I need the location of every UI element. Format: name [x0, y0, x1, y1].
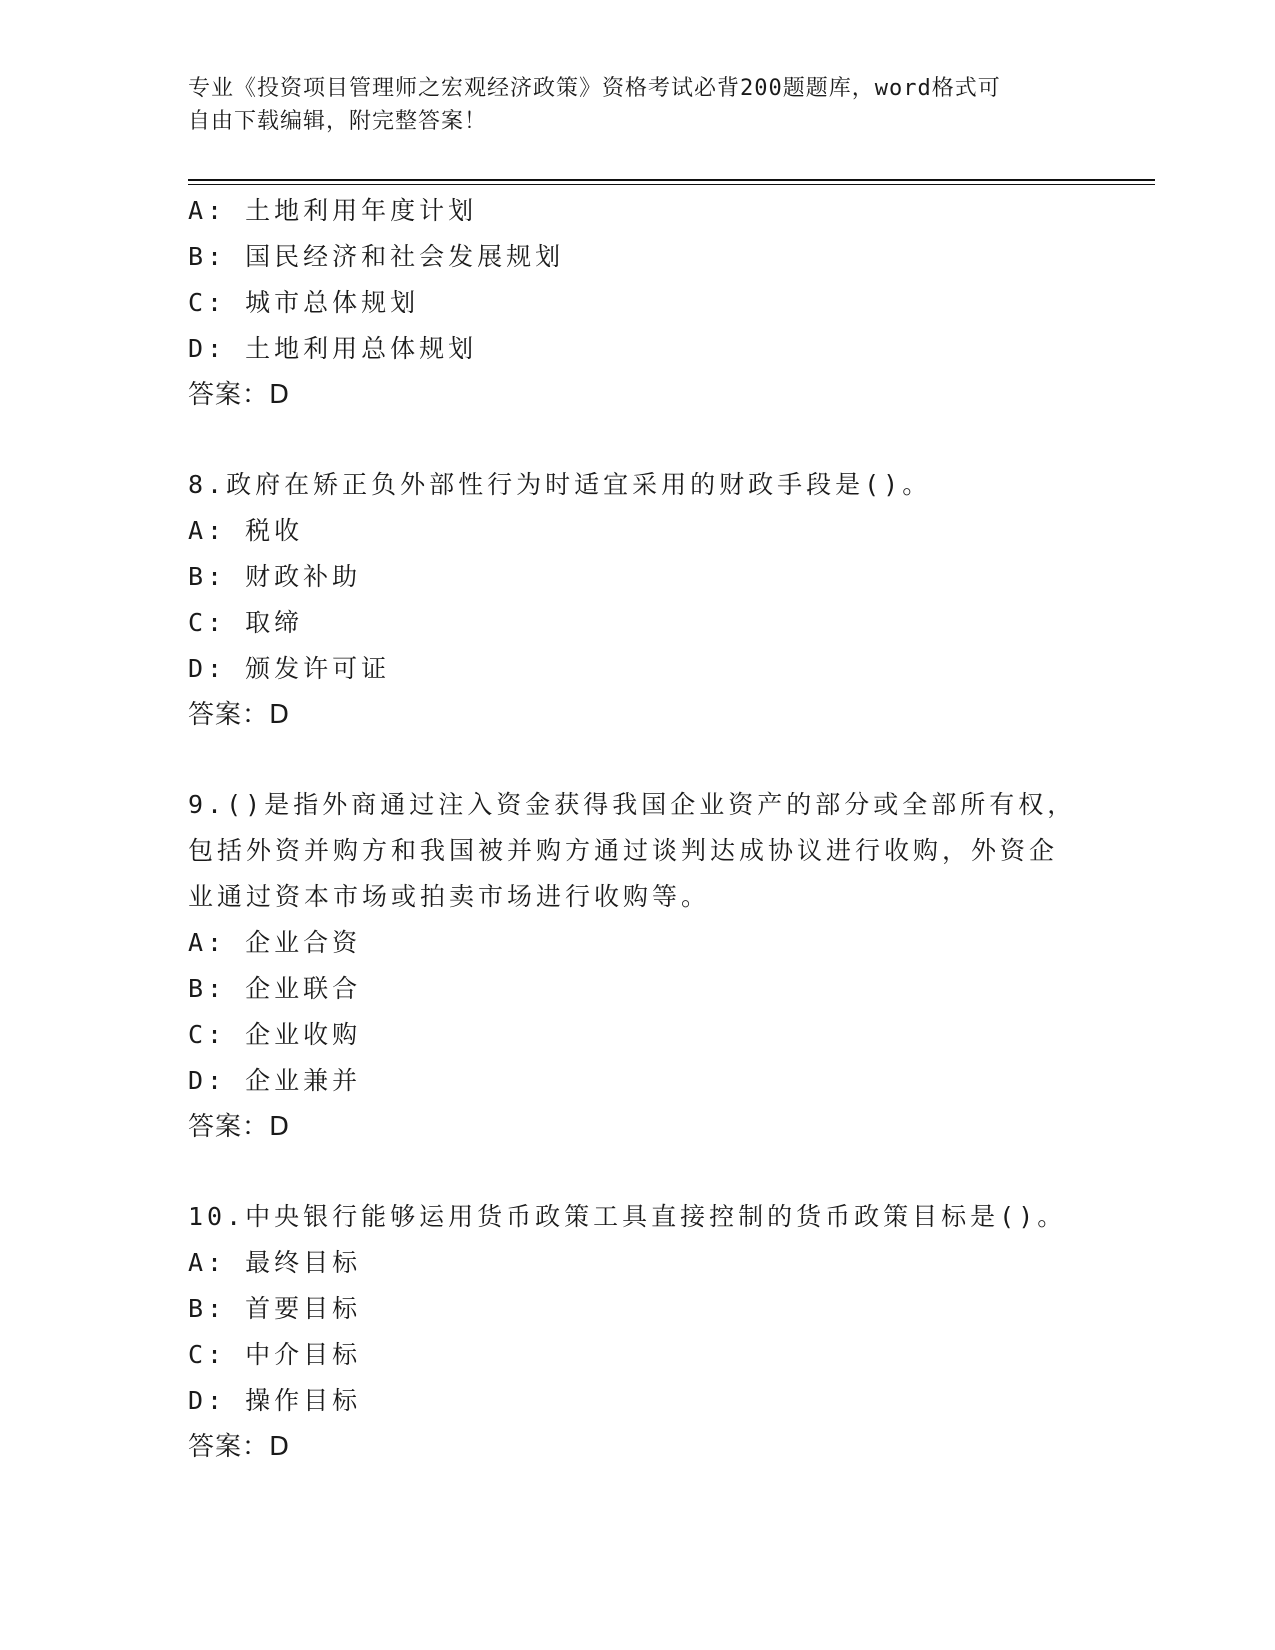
question-list [188, 188, 1077, 1470]
question-block-9 [188, 782, 1077, 1150]
answer-value: D [269, 1112, 291, 1142]
question-block-7 [188, 188, 1068, 418]
question-text: 8.政府在矫正负外部性行为时适宜采用的财政手段是()。 [188, 470, 932, 499]
option-c: C: 中介目标 [188, 1340, 362, 1369]
header-line-2: 自由下载编辑，附完整答案！ [188, 109, 488, 134]
option-b: B: 企业联合 [188, 974, 362, 1003]
answer-value: D [269, 700, 291, 730]
option-d: D: 颁发许可证 [188, 654, 391, 683]
question-text-line-1: 9.()是指外商通过注入资金获得我国企业资产的部分或全部所有权， [188, 790, 1077, 819]
option-a: A: 税收 [188, 516, 304, 545]
answer-label: 答案： [188, 1112, 270, 1142]
answer-value: D [269, 380, 291, 410]
option-b: B: 国民经济和社会发展规划 [188, 242, 565, 271]
question-text-line-3: 业通过资本市场或拍卖市场进行收购等。 [188, 882, 711, 911]
option-d: D: 企业兼并 [188, 1066, 362, 1095]
option-a: A: 企业合资 [188, 928, 362, 957]
question-block-10 [188, 1194, 1068, 1470]
option-c: C: 城市总体规划 [188, 288, 420, 317]
option-d: D: 操作目标 [188, 1386, 362, 1415]
answer-label: 答案： [188, 700, 270, 730]
option-d: D: 土地利用总体规划 [188, 334, 478, 363]
document-header [188, 72, 1068, 138]
answer-line [188, 692, 1068, 738]
answer-line [188, 1424, 1068, 1470]
answer-line [188, 1104, 1068, 1150]
option-c: C: 取缔 [188, 608, 304, 637]
option-a: A: 最终目标 [188, 1248, 362, 1277]
question-text-line-2: 包括外资并购方和我国被并购方通过谈判达成协议进行收购，外资企 [188, 836, 1059, 865]
header-line-1: 专业《投资项目管理师之宏观经济政策》资格考试必背200题题库，word格式可 [188, 76, 1001, 101]
option-c: C: 企业收购 [188, 1020, 362, 1049]
answer-line [188, 372, 1068, 418]
option-b: B: 首要目标 [188, 1294, 362, 1323]
option-b: B: 财政补助 [188, 562, 362, 591]
question-block-8 [188, 462, 1068, 738]
answer-label: 答案： [188, 380, 270, 410]
question-text: 10.中央银行能够运用货币政策工具直接控制的货币政策目标是()。 [188, 1202, 1067, 1231]
option-a: A: 土地利用年度计划 [188, 196, 478, 225]
answer-value: D [269, 1432, 291, 1462]
answer-label: 答案： [188, 1432, 270, 1462]
header-divider [188, 179, 1155, 185]
